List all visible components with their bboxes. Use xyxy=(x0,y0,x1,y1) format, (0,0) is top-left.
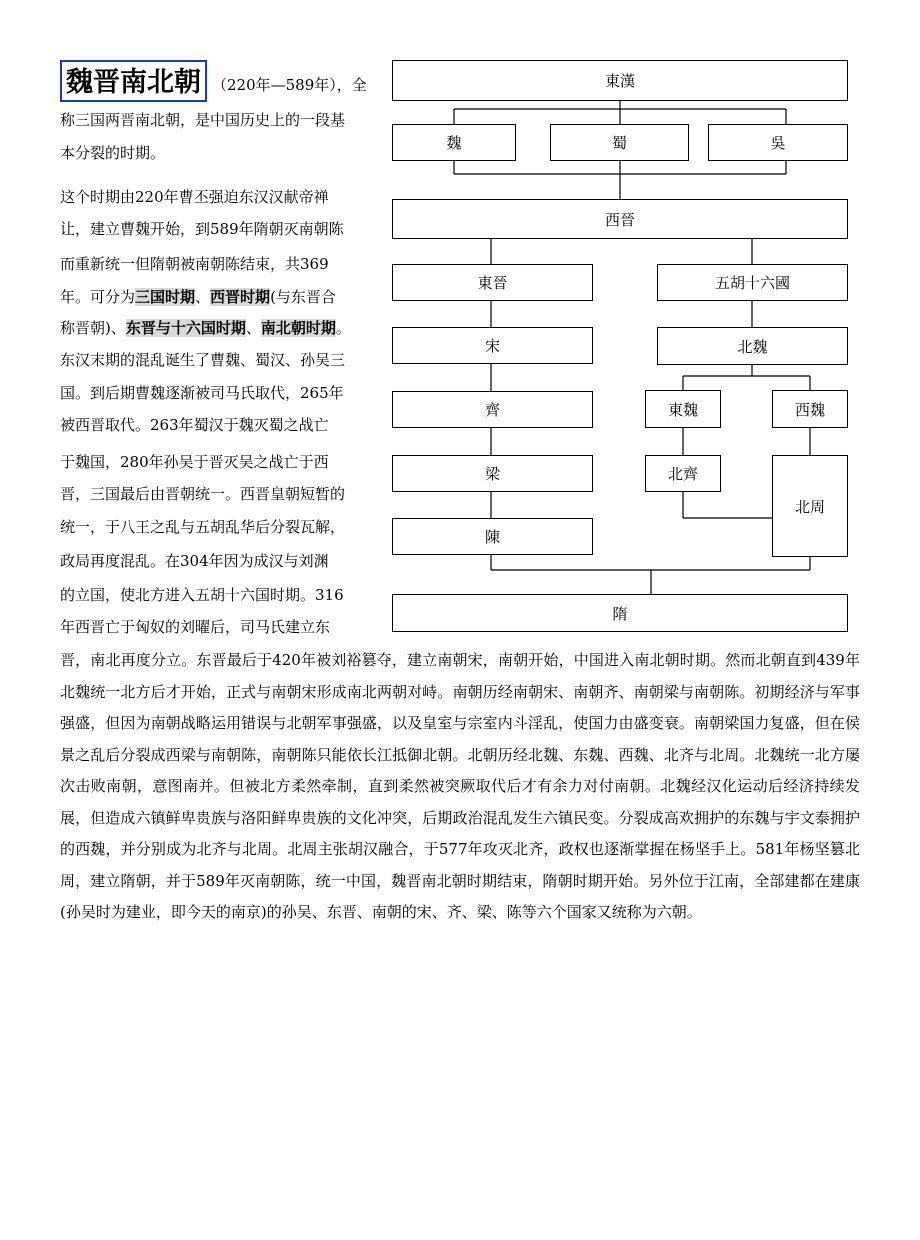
node-song: 宋 xyxy=(392,327,593,364)
para-line: 的立国，使北方进入五胡十六国时期。316 xyxy=(60,586,344,604)
para-line: 国。到后期曹魏逐渐被司马氏取代，265年 xyxy=(60,384,344,402)
node-dongjin: 東晉 xyxy=(392,264,593,301)
para-line: 而重新统一但隋朝被南朝陈结束，共369 xyxy=(60,255,329,273)
para-line: 晋，三国最后由晋朝统一。西晋皇朝短暂的 xyxy=(60,485,346,503)
node-wu: 吳 xyxy=(708,124,848,161)
node-wei: 魏 xyxy=(392,124,516,161)
intro-line-2: 称三国两晋南北朝，是中国历史上的一段基 xyxy=(60,111,346,129)
node-beiwei: 北魏 xyxy=(657,327,848,365)
node-shu: 蜀 xyxy=(550,124,689,161)
period-western-jin: 西晋时期 xyxy=(210,288,271,306)
para-text: (与东晋合 xyxy=(270,288,336,306)
node-xiwei: 西魏 xyxy=(772,390,848,428)
separator: 、 xyxy=(245,319,261,337)
node-beiqi: 北齊 xyxy=(645,455,721,492)
period-southern-northern: 南北朝时期 xyxy=(260,319,336,337)
node-liang: 梁 xyxy=(392,455,593,492)
node-beizhou: 北周 xyxy=(772,455,848,557)
para-line: 让，建立曹魏开始，到589年隋朝灭南朝陈 xyxy=(60,220,344,238)
node-wuhu-shiliuguo: 五胡十六國 xyxy=(657,264,848,301)
period-eastern-jin-sixteen-kingdoms: 东晋与十六国时期 xyxy=(125,319,246,337)
node-qi: 齊 xyxy=(392,391,593,428)
para-line: 于魏国，280年孙吴于晋灭吴之战亡于西 xyxy=(60,453,329,471)
para-line: 东汉末期的混乱诞生了曹魏、蜀汉、孙吴三 xyxy=(60,351,346,369)
separator: 、 xyxy=(195,288,211,306)
para-text: 。 xyxy=(335,319,351,337)
period-three-kingdoms: 三国时期 xyxy=(135,288,196,306)
node-dongwei: 東魏 xyxy=(645,390,721,428)
article-title: 魏晋南北朝 xyxy=(60,60,207,102)
para-line: 被西晋取代。263年蜀汉于魏灭蜀之战亡 xyxy=(60,416,329,434)
node-chen: 陳 xyxy=(392,518,593,555)
intro-line-3: 本分裂的时期。 xyxy=(60,144,166,162)
node-xijin: 西晉 xyxy=(392,199,848,239)
para-continuation: 晋，南北再度分立。东晋最后于420年被刘裕篡夺，建立南朝宋，南朝开始，中国进入南北朝时期。然而北朝直到439年北魏统一北方后才开始，正式与南朝宋形成南北两朝对峙。南朝历经南朝宋、南朝齐、南朝梁与南朝陈。初期经济与军事强盛，但因为南朝战略运用错误与北朝军事强盛，以及皇室与宗室内斗淫乱，使国力由盛变衰。南朝梁国力复盛，但在侯景之乱后分裂成西梁与南朝陈，南朝陈只能依长江抵御北朝。北朝历经北魏、东魏、西魏、北齐与北周。北魏统一北方屡次击败南朝，意图南并。但被北方柔然牵制，直到柔然被突厥取代后才有余力对付南朝。北魏经汉化运动后经济持续发展，但造成六镇鲜卑贵族与洛阳鲜卑贵族的文化冲突，后期政治混乱发生六镇民变。分裂成高欢拥护的东魏与宇文泰拥护的西魏，并分别成为北齐与北周。北周主张胡汉融合，于577年攻灭北齐，政权也逐渐掌握在杨坚手上。581年杨坚篡北周，建立隋朝，并于589年灭南朝陈，统一中国，魏晋南北朝时期结束，隋朝时期开始。另外位于江南，全部建都在建康(孙吴时为建业，即今天的南京)的孙吴、东晋、南朝的宋、齐、梁、陈等六个国家又统称为六朝。 xyxy=(60,651,860,921)
para-line: 政局再度混乱。在304年因为成汉与刘渊 xyxy=(60,552,329,570)
para-text: 称晋朝)、 xyxy=(60,319,126,337)
para-line: 年西晋亡于匈奴的刘曜后，司马氏建立东 xyxy=(60,618,331,636)
node-sui: 隋 xyxy=(392,594,848,632)
intro-line-1: （220年—589年），全 xyxy=(212,76,367,94)
para-line: 这个时期由220年曹丕强迫东汉汉献帝禅 xyxy=(60,188,329,206)
node-donghan: 東漢 xyxy=(392,60,848,101)
para-line: 统一，于八王之乱与五胡乱华后分裂瓦解， xyxy=(60,518,346,536)
para-text: 年。可分为 xyxy=(60,288,136,306)
